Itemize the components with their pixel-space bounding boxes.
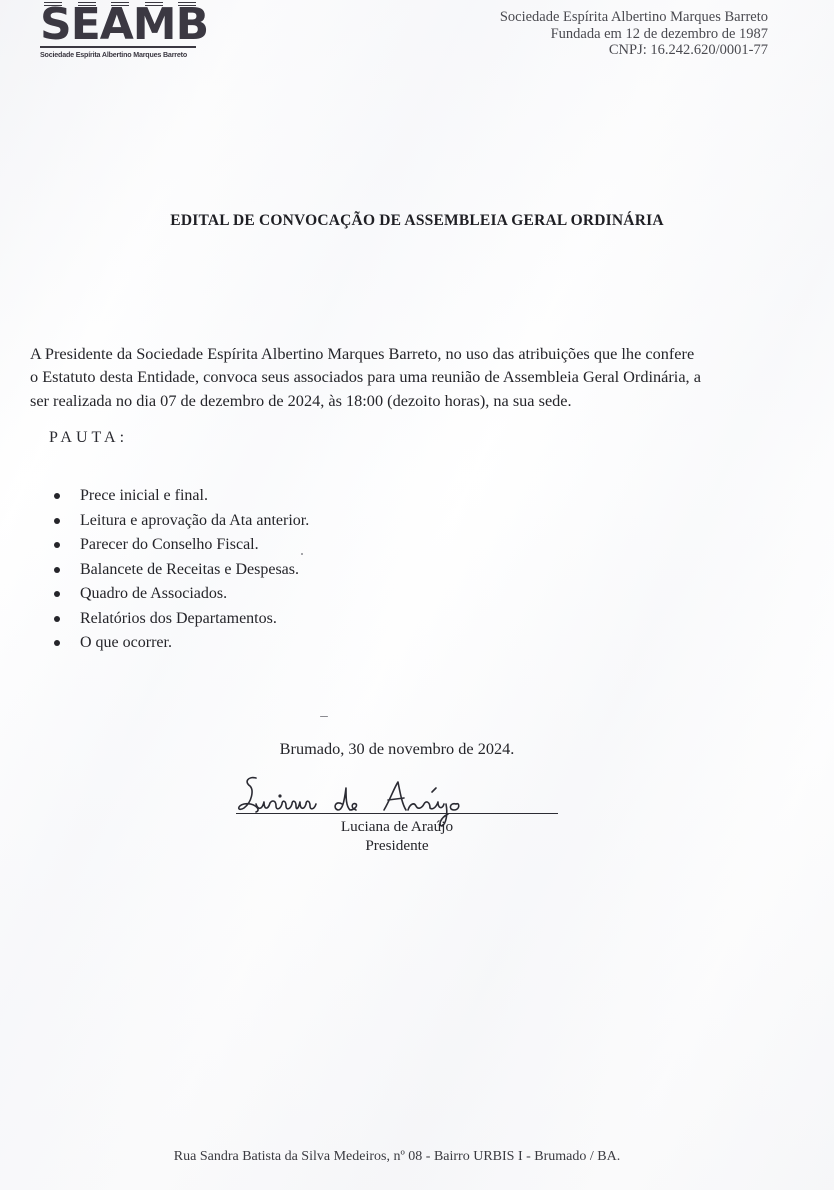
organization-info: [500, 9, 768, 59]
logo-wordmark: SEAMB: [40, 0, 209, 50]
agenda-item: Relatórios dos Departamentos.: [50, 607, 309, 632]
footer-address: Rua Sandra Batista da Silva Medeiros, nº 08 - Bairro URBIS I - Brumado / BA.: [173, 1149, 621, 1164]
paragraph-line: o Estatuto desta Entidade, convoca seus associados para uma reunião de Assembleia Geral Ordinária, a: [30, 367, 701, 387]
organization-cnpj: CNPJ: 16.242.620/0001-77: [608, 42, 768, 58]
agenda-heading: PAUTA:: [49, 429, 129, 446]
signer-role: Presidente: [365, 837, 429, 854]
paragraph-line: A Presidente da Sociedade Espírita Albertino Marques Barreto, no uso das atribuições que lhe confere: [30, 344, 695, 363]
signer-block: [0, 817, 794, 855]
place-date: Brumado, 30 de novembro de 2024.: [279, 739, 515, 758]
document-title: EDITAL DE CONVOCAÇÃO DE ASSEMBLEIA GERAL ORDINÁRIA: [170, 212, 664, 229]
print-speck: [301, 553, 303, 555]
agenda-item: Parecer do Conselho Fiscal.: [50, 533, 309, 558]
print-speck: [320, 716, 328, 717]
agenda-item: Leitura e aprovação da Ata anterior.: [50, 509, 309, 534]
organization-name: Sociedade Espírita Albertino Marques Barreto: [499, 9, 768, 25]
agenda-item: Quadro de Associados.: [50, 582, 309, 607]
paragraph-line: ser realizada no dia 07 de dezembro de 2024, às 18:00 (dezoito horas), na sua sede.: [30, 390, 572, 410]
signer-name: Luciana de Araújo: [340, 818, 454, 835]
organization-founded: Fundada em 12 de dezembro de 1987: [550, 25, 768, 42]
agenda-item: Prece inicial e final.: [50, 484, 309, 509]
agenda-item: Balancete de Receitas e Despesas.: [50, 558, 309, 583]
logo-subtitle: Sociedade Espírita Albertino Marques Barreto: [40, 50, 187, 59]
signature-line: [236, 813, 558, 814]
agenda-list: [50, 484, 309, 656]
agenda-item: O que ocorrer.: [50, 631, 309, 656]
convocation-paragraph: [30, 342, 810, 412]
organization-logo: [40, 0, 209, 59]
